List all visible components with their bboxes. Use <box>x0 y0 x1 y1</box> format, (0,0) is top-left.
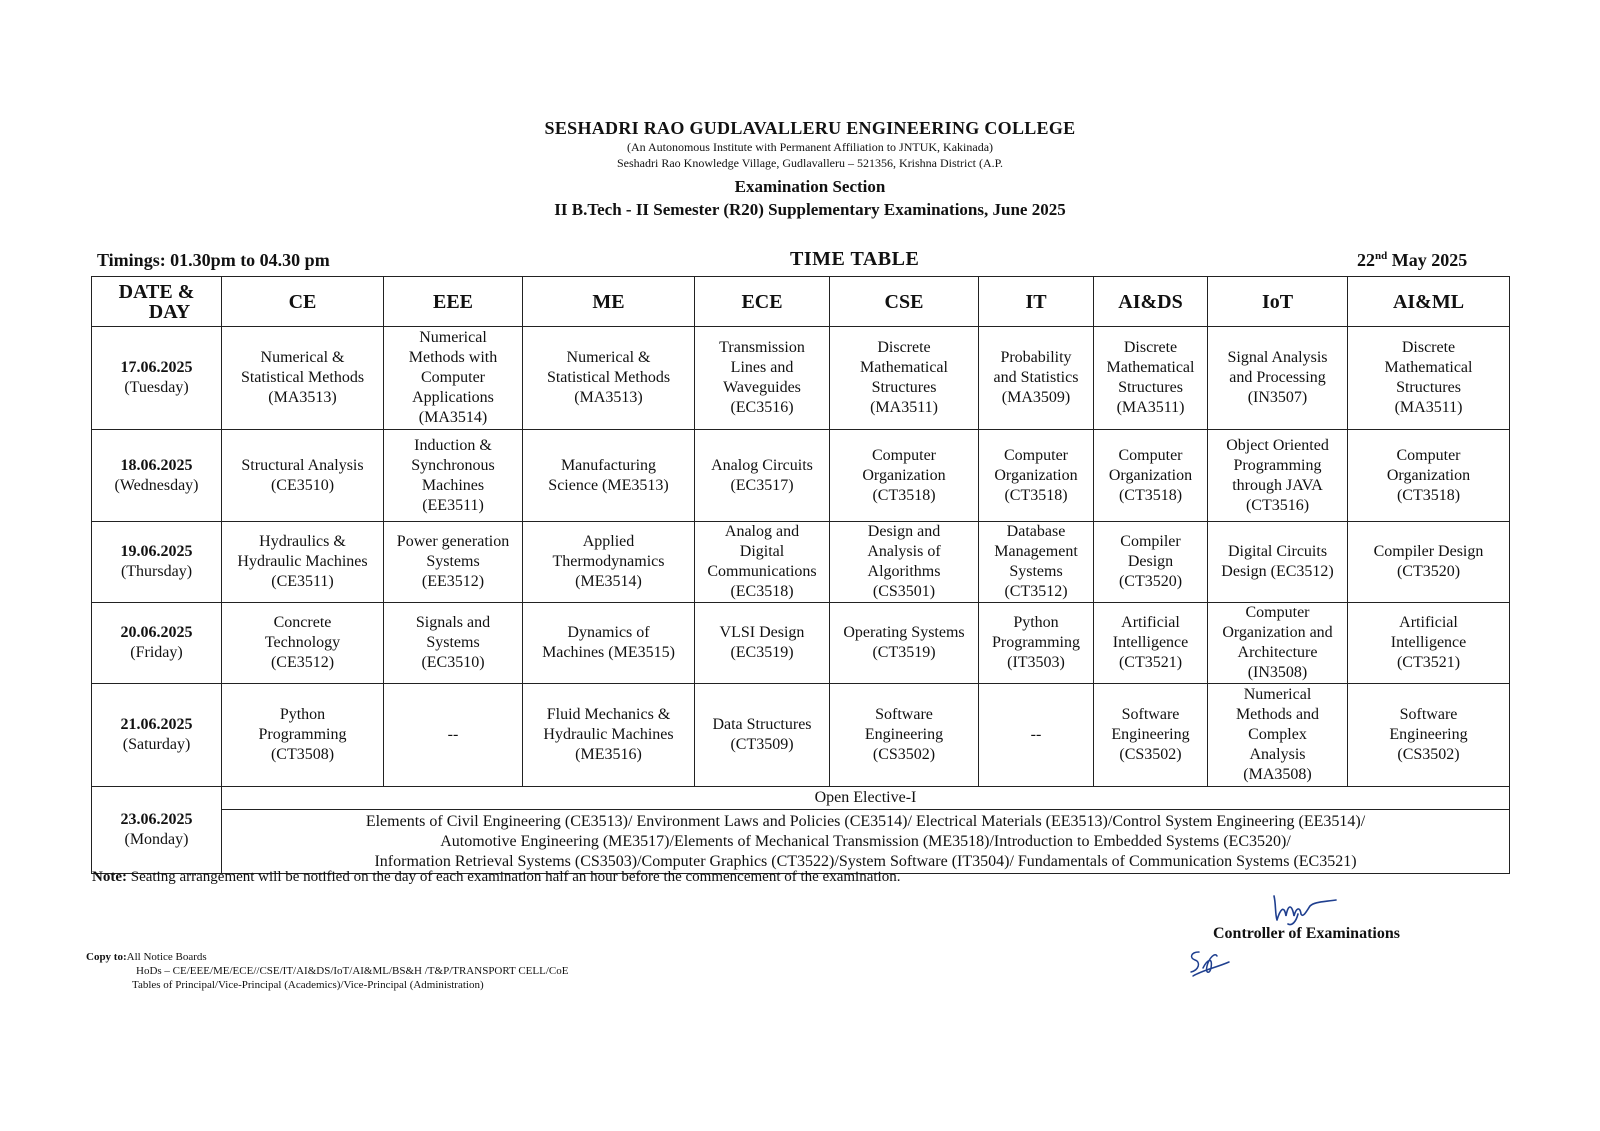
initials-signature-icon <box>1185 948 1231 978</box>
column-header: ME <box>523 277 695 327</box>
subject-line: (EC3510) <box>421 654 485 671</box>
subject-line: (MA3514) <box>418 409 488 426</box>
subject-line: Structures <box>1396 379 1461 396</box>
subject-cell <box>1348 684 1510 787</box>
subject-line: Organization <box>862 466 946 484</box>
table-row <box>92 684 1510 787</box>
date-day: 22 <box>1357 250 1375 270</box>
subject-line: (CT3521) <box>1118 654 1183 671</box>
subject-cell <box>979 684 1094 787</box>
subject-cell <box>1348 522 1510 603</box>
subject-line: Manufacturing <box>560 456 657 474</box>
subject-line: Mathematical <box>1106 359 1195 376</box>
column-header: CSE <box>830 277 979 327</box>
subject-cell <box>384 522 523 603</box>
subject-cell <box>695 522 830 603</box>
subject-cell <box>384 603 523 684</box>
subject-line: Concrete <box>273 614 332 631</box>
subject-cell <box>1208 430 1348 522</box>
subject-line: Analog and <box>724 523 800 540</box>
subject-line: Hydraulics & <box>259 533 346 550</box>
table-row <box>92 327 1510 430</box>
subject-line: Discrete <box>877 339 931 356</box>
subject-line: (CT3520) <box>1118 573 1183 590</box>
subject-line: Numerical & <box>566 349 651 366</box>
address-text: Seshadri Rao Knowledge Village, Gudlavalleru – 521356, Krishna District (A.P. <box>617 156 1003 170</box>
copy-recipient: All Notice Boards <box>126 951 207 963</box>
subject-cell <box>979 430 1094 522</box>
subject-line: VLSI Design <box>719 624 805 641</box>
subject-line: Compiler Design <box>1373 543 1484 560</box>
open-elective-subjects <box>222 810 1510 874</box>
subject-line: Algorithms <box>867 563 941 580</box>
subject-line: Data Structures <box>712 716 812 733</box>
date-cell <box>92 430 222 522</box>
subject-line: (CT3509) <box>730 736 794 753</box>
date-cell <box>92 522 222 603</box>
subject-line: Operating Systems <box>843 624 965 641</box>
document-header <box>0 118 1600 220</box>
subject-cell <box>1208 327 1348 430</box>
subject-line: (CS3502) <box>1397 746 1460 763</box>
table-row <box>92 430 1510 522</box>
subject-line: Structural Analysis <box>241 456 364 474</box>
subject-cell <box>523 684 695 787</box>
date-text: 19.06.2025 <box>120 543 193 560</box>
subject-line: (CT3518) <box>1118 486 1183 504</box>
subject-line: Applied <box>582 533 635 550</box>
subject-cell <box>222 684 384 787</box>
subject-line: Software <box>1121 706 1180 723</box>
subject-line: Python <box>279 706 326 723</box>
subject-cell <box>830 327 979 430</box>
subject-line: Induction & <box>414 436 492 454</box>
subject-line: Computer <box>421 369 485 386</box>
subject-line: Signals and <box>415 614 491 631</box>
subject-cell <box>523 603 695 684</box>
day-text: (Monday) <box>124 831 189 848</box>
subject-cell <box>1094 522 1208 603</box>
subject-cell <box>830 603 979 684</box>
subject-line: (CT3520) <box>1396 563 1461 580</box>
subject-line: (MA3511) <box>870 399 938 416</box>
column-header: EEE <box>384 277 523 327</box>
open-elective-body-row <box>92 810 1510 874</box>
subject-cell <box>979 522 1094 603</box>
subject-line: (CT3516) <box>1245 496 1310 514</box>
subject-line: Architecture <box>1237 644 1318 661</box>
subject-cell <box>830 684 979 787</box>
subject-line: Software <box>875 706 933 723</box>
subject-line: Systems <box>426 634 480 651</box>
subject-line: (CE3511) <box>271 573 334 590</box>
subject-cell <box>695 603 830 684</box>
open-elective-title: Open Elective-I <box>222 787 1510 810</box>
subject-line: -- <box>1030 726 1042 743</box>
subject-line: Digital Circuits <box>1227 543 1328 560</box>
subject-line: Waveguides <box>723 379 801 396</box>
date-month-year: May 2025 <box>1387 250 1468 270</box>
day-text: (Saturday) <box>122 736 191 753</box>
subject-line: through JAVA <box>1232 476 1323 494</box>
subject-line: Mathematical <box>860 359 948 376</box>
subject-line: Complex <box>1248 726 1307 743</box>
open-elective-line: Information Retrieval Systems (CS3503)/Computer Graphics (CT3522)/System Software (IT3504)/ Fundamentals of Communication Systems (EC3521) <box>374 852 1357 870</box>
subject-line: Numerical <box>1243 686 1312 703</box>
subject-line: (CE3510) <box>270 476 335 494</box>
subject-line: Dynamics of <box>567 624 650 641</box>
subject-cell <box>384 430 523 522</box>
subject-line: (EE3511) <box>422 496 484 514</box>
subject-line: Communications <box>707 563 817 580</box>
subject-cell <box>1094 430 1208 522</box>
date-text: 20.06.2025 <box>120 624 193 641</box>
subject-line: (MA3509) <box>1001 389 1071 406</box>
subject-line: Numerical & <box>260 349 345 366</box>
subject-line: Digital <box>739 543 785 560</box>
subject-line: Synchronous <box>411 456 495 474</box>
subject-line: Analog Circuits <box>711 456 813 474</box>
subject-line: (EC3519) <box>730 644 794 661</box>
column-header: AI&ML <box>1348 277 1510 327</box>
subject-line: (CT3519) <box>872 644 936 661</box>
timetable-title: TIME TABLE <box>790 248 920 270</box>
subject-line: Organization <box>1386 466 1471 484</box>
subject-line: Engineering <box>864 726 944 743</box>
subject-cell <box>222 327 384 430</box>
subject-line: Software <box>1399 706 1458 723</box>
subject-line: Programming <box>1233 456 1322 474</box>
publish-date <box>1357 250 1467 271</box>
subject-cell <box>1208 603 1348 684</box>
column-header: IT <box>979 277 1094 327</box>
copy-line <box>86 950 568 964</box>
subject-cell <box>1348 430 1510 522</box>
subject-cell <box>1348 603 1510 684</box>
subject-line: Applications <box>412 389 494 406</box>
copy-line: Tables of Principal/Vice-Principal (Academics)/Vice-Principal (Administration) <box>132 979 484 991</box>
subject-line: Structures <box>1118 379 1183 396</box>
subject-line: (CE3512) <box>270 654 335 671</box>
subject-line: and Statistics <box>993 369 1079 386</box>
subject-cell <box>695 430 830 522</box>
subject-line: Design (EC3512) <box>1221 563 1334 580</box>
subject-line: (MA3513) <box>574 389 643 406</box>
subject-line: Fluid Mechanics & <box>546 706 671 723</box>
header-row <box>92 277 1510 327</box>
subject-line: Organization <box>1108 466 1193 484</box>
subject-cell <box>830 430 979 522</box>
subject-cell <box>830 522 979 603</box>
subject-line: Discrete <box>1401 339 1456 356</box>
subject-line: Database <box>1006 523 1066 540</box>
exam-title: II B.Tech - II Semester (R20) Supplementary Examinations, June 2025 <box>554 200 1066 219</box>
subject-line: Organization <box>994 466 1078 484</box>
subject-line: Numerical <box>419 329 487 346</box>
day-text: (Friday) <box>130 644 183 661</box>
subject-cell <box>222 522 384 603</box>
subject-line: Systems <box>1009 563 1063 580</box>
table-row <box>92 522 1510 603</box>
subject-line: Systems <box>426 553 480 570</box>
subject-line: (IN3507) <box>1247 389 1308 406</box>
note-label: Note: <box>92 869 127 885</box>
controller-of-examinations: Controller of Examinations <box>1213 925 1400 942</box>
subject-line: Intelligence <box>1112 634 1189 651</box>
table-row <box>92 603 1510 684</box>
subject-line: Object Oriented <box>1226 436 1329 454</box>
subject-cell <box>695 684 830 787</box>
subject-cell <box>979 327 1094 430</box>
subject-line: Management <box>994 543 1078 560</box>
subject-line: Programming <box>992 634 1080 651</box>
subject-line: Science (ME3513) <box>548 476 669 494</box>
note-body: Seating arrangement will be notified on the day of each examination half an hour before the commencement of the examination. <box>126 869 901 885</box>
subject-line: Machines (ME3515) <box>542 644 675 661</box>
day-text: (Tuesday) <box>124 379 189 396</box>
subject-line: (CS3501) <box>872 583 936 600</box>
subject-line: Technology <box>264 634 341 651</box>
subject-line: Artificial <box>1399 614 1458 631</box>
subject-cell <box>523 430 695 522</box>
subject-line: Methods with <box>408 349 498 366</box>
subject-line: Probability <box>1000 349 1072 366</box>
subject-cell <box>523 327 695 430</box>
column-header: IoT <box>1208 277 1348 327</box>
column-header: CE <box>222 277 384 327</box>
subject-line: Design and <box>867 523 941 540</box>
subject-line: (CT3518) <box>1004 486 1068 504</box>
date-cell <box>92 603 222 684</box>
subject-cell <box>1094 603 1208 684</box>
note-text <box>92 869 900 886</box>
copy-label: Copy to: <box>86 951 127 963</box>
timetable-body <box>92 327 1510 874</box>
subject-line: (ME3516) <box>575 746 642 763</box>
subject-line: Transmission <box>719 339 805 356</box>
column-header: AI&DS <box>1094 277 1208 327</box>
date-text: 18.06.2025 <box>120 456 193 474</box>
subject-line: (CT3521) <box>1396 654 1461 671</box>
subject-line: (EC3518) <box>730 583 794 600</box>
subject-line: Design <box>1127 553 1174 570</box>
subject-line: (IN3508) <box>1247 664 1308 681</box>
subject-line: Mathematical <box>1384 359 1473 376</box>
subject-line: Python <box>1013 614 1059 631</box>
subject-line: (CS3502) <box>1119 746 1182 763</box>
subject-line: Signal Analysis <box>1227 349 1328 366</box>
subject-cell <box>222 603 384 684</box>
subject-line: -- <box>447 726 459 743</box>
subject-line: Artificial <box>1121 614 1180 631</box>
subject-line: Programming <box>258 726 347 743</box>
subject-line: Thermodynamics <box>552 553 665 570</box>
subject-line: Engineering <box>1111 726 1190 743</box>
subject-cell <box>1208 684 1348 787</box>
subject-line: (EE3512) <box>421 573 485 590</box>
subject-line: Computer <box>1396 446 1461 464</box>
subject-line: Analysis <box>1249 746 1306 763</box>
subject-line: (MA3508) <box>1243 766 1312 783</box>
open-elective-date-cell <box>92 787 222 874</box>
open-elective-line: Elements of Civil Engineering (CE3513)/ Environment Laws and Policies (CE3514)/ Electrical Materials (EE3513)/Control System Engineering (EE3514)/ <box>365 812 1366 830</box>
subject-line: Hydraulic Machines <box>237 553 368 570</box>
date-cell <box>92 327 222 430</box>
affiliation-text: (An Autonomous Institute with Permanent Affiliation to JNTUK, Kakinada) <box>626 140 994 154</box>
day-text: (Wednesday) <box>114 476 199 494</box>
open-elective-line: Automotive Engineering (ME3517)/Elements of Mechanical Transmission (ME3518)/Introduction to Embedded Systems (EC3520)/ <box>440 832 1291 850</box>
subject-line: (MA3511) <box>1116 399 1185 416</box>
date-text: 23.06.2025 <box>120 811 193 828</box>
subject-line: (MA3511) <box>1394 399 1463 416</box>
subject-line: Machines <box>421 476 485 494</box>
subject-line: Computer <box>1245 604 1310 621</box>
date-suffix: nd <box>1375 250 1388 262</box>
column-header: ECE <box>695 277 830 327</box>
subject-line: Methods and <box>1235 706 1320 723</box>
subject-line: (CT3518) <box>872 486 936 504</box>
subject-line: Computer <box>872 446 936 464</box>
subject-line: Analysis of <box>867 543 941 560</box>
subject-cell <box>1094 327 1208 430</box>
subject-cell <box>523 522 695 603</box>
subject-cell <box>384 684 523 787</box>
subject-line: Structures <box>871 379 937 396</box>
subject-cell <box>384 327 523 430</box>
controller-signature-icon <box>1270 890 1340 926</box>
day-text: (Thursday) <box>120 563 193 580</box>
subject-line: Compiler <box>1120 533 1181 550</box>
copy-line: HoDs – CE/EEE/ME/ECE//CSE/IT/AI&DS/IoT/AI&ML/BS&H /T&P/TRANSPORT CELL/CoE <box>136 965 569 977</box>
subject-cell <box>979 603 1094 684</box>
subject-line: Computer <box>1004 446 1068 464</box>
subject-line: Engineering <box>1389 726 1468 743</box>
subject-line: (CT3508) <box>270 746 335 763</box>
open-elective-head-row <box>92 787 1510 810</box>
date-day-header: DATE & DAY <box>92 277 222 327</box>
subject-line: Hydraulic Machines <box>543 726 674 743</box>
subject-line: (EC3517) <box>730 476 794 494</box>
college-name: SESHADRI RAO GUDLAVALLERU ENGINEERING COLLEGE <box>544 118 1076 138</box>
date-text: 17.06.2025 <box>120 359 193 376</box>
subject-line: (CS3502) <box>872 746 936 763</box>
subject-line: Power generation <box>396 533 510 550</box>
subject-line: Lines and <box>730 359 794 376</box>
subject-cell <box>1094 684 1208 787</box>
subject-line: (CT3512) <box>1004 583 1068 600</box>
timetable <box>91 276 1510 874</box>
subject-line: Computer <box>1118 446 1183 464</box>
subject-line: (ME3514) <box>575 573 642 590</box>
copy-to-block <box>86 950 568 992</box>
subject-line: Organization and <box>1222 624 1333 641</box>
subject-line: Statistical Methods <box>240 369 365 386</box>
subject-line: Statistical Methods <box>546 369 671 386</box>
section-title: Examination Section <box>734 177 886 196</box>
subject-cell <box>1208 522 1348 603</box>
date-cell <box>92 684 222 787</box>
subject-line: Discrete <box>1123 339 1178 356</box>
subject-line: (EC3516) <box>730 399 794 416</box>
subject-line: (IT3503) <box>1007 654 1065 671</box>
subject-line: (MA3513) <box>268 389 337 406</box>
date-text: 21.06.2025 <box>120 716 193 733</box>
timings-text: Timings: 01.30pm to 04.30 pm <box>97 250 330 270</box>
subject-line: and Processing <box>1229 369 1326 386</box>
subject-cell <box>222 430 384 522</box>
subject-line: Intelligence <box>1390 634 1467 651</box>
subject-cell <box>1348 327 1510 430</box>
subject-line: (CT3518) <box>1396 486 1461 504</box>
subject-cell <box>695 327 830 430</box>
